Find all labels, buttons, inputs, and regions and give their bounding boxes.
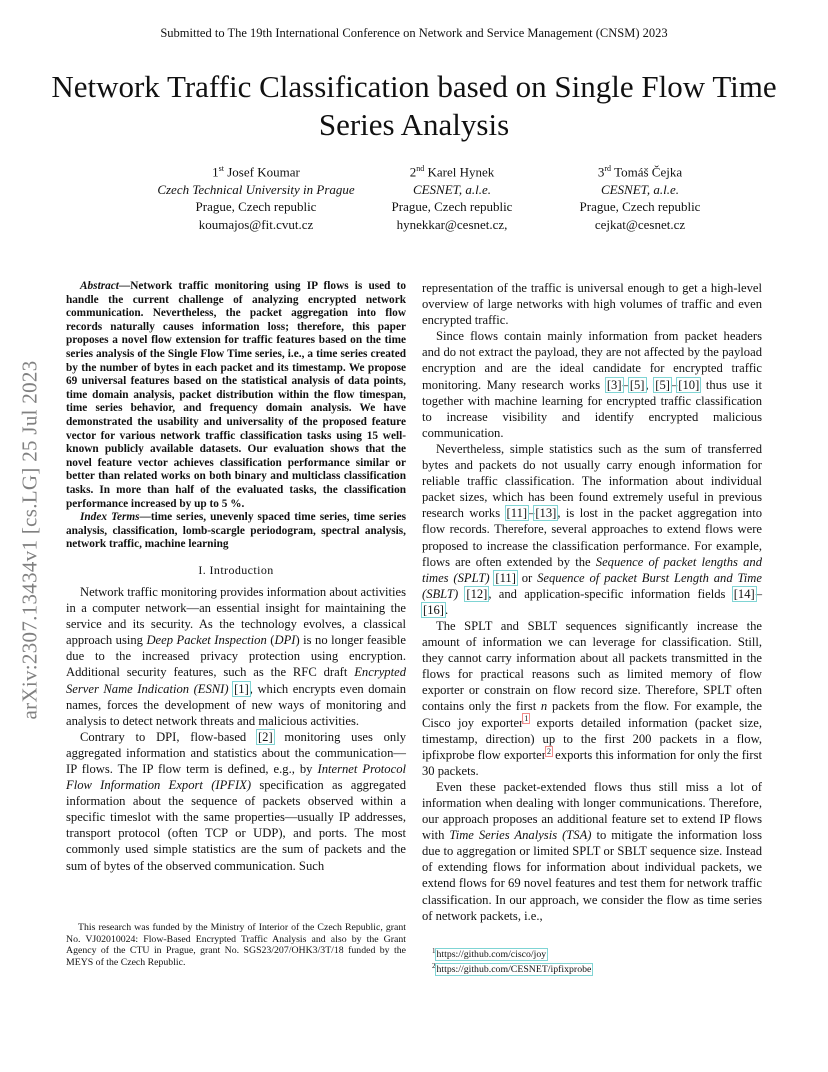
author-1: 1st Josef Koumar Czech Technical University in Prague Prague, Czech republic koumajos@fit.cvut.cz bbox=[136, 160, 376, 233]
funding-footnote: This research was funded by the Ministry of Interior of the Czech Republic, grant No. VJ02010024: Flow-Based Encrypted Traffic Analysis and also by the Grant Agency of the CTU in Prague, grant No. SGS23/207/OHK3/3T/18 funded by the MEYS of the Czech Republic. bbox=[66, 922, 406, 968]
author-location: Prague, Czech republic bbox=[579, 199, 701, 215]
author-location: Prague, Czech republic bbox=[195, 199, 317, 215]
footnote-url-link[interactable]: https://github.com/CESNET/ipfixprobe bbox=[436, 964, 592, 976]
index-terms: Index Terms—time series, unevenly spaced time series, time series analysis, classification, lomb-scargle periodogram, spectral analysis, network traffic, machine learning bbox=[66, 511, 406, 551]
right-paragraph-4: The SPLT and SBLT sequences significantly increase the amount of information we can leverage for classification. Still, they cannot carry information about all packets transmitted in the flows for practical reasons such as limited memory of flow exporter or constrain on flow record size. Therefore, SPLT often contains only the first n packets from the flow. For example, the Cisco joy exporter$^1$ exports detailed information (packet size, timestamp, direction) up to the first 200 packets in a flow, ipfixprobe flow exporter$^2$ exports this information for only the first 30 packets. bbox=[422, 618, 762, 778]
author-affiliation: CESNET, a.l.e. bbox=[412, 181, 492, 197]
citation-link[interactable]: [2] bbox=[257, 729, 273, 744]
citation-link[interactable]: [10] bbox=[678, 377, 700, 392]
citation-link[interactable]: [13] bbox=[535, 506, 557, 521]
right-column bbox=[422, 280, 762, 924]
author-affiliation: CESNET, a.l.e. bbox=[600, 181, 680, 197]
footnote-2: $^2$https://github.com/CESNET/ipfixprobe bbox=[432, 961, 592, 976]
author-2: 2nd Karel Hynek CESNET, a.l.e. Prague, Czech republic hynekkar@cesnet.cz, bbox=[332, 160, 572, 233]
footnote-url-link[interactable]: https://github.com/cisco/joy bbox=[436, 949, 547, 961]
citation-link[interactable]: [14] bbox=[733, 586, 755, 601]
footnote-mark[interactable]: 2 bbox=[546, 746, 551, 756]
author-email: hynekkar@cesnet.cz, bbox=[396, 216, 508, 232]
citation-link[interactable]: [1] bbox=[234, 681, 249, 696]
citation-link[interactable]: [11] bbox=[506, 506, 528, 521]
author-email: cejkat@cesnet.cz bbox=[594, 216, 686, 232]
left-column bbox=[66, 280, 406, 874]
author-affiliation: Czech Technical University in Prague bbox=[157, 181, 355, 197]
citation-link[interactable]: [16] bbox=[423, 602, 444, 617]
abstract: Abstract—Network traffic monitoring using IP flows is used to handle the current challenge of analyzing encrypted network communication. Nevertheless, the packet aggregation into flow records naturally causes information loss; therefore, this paper proposes a novel flow extension for traffic features based on the time series analysis of the Single Flow Time series, i.e., a time series created by the number of bytes in each packet and its timestamp. We propose 69 universal features based on the statistical analysis of data points, time domain analysis, packet distribution within the flow timespan, time series behavior, and frequency domain analysis. We have demonstrated the usability and universality of the proposed feature vector for various network traffic classification tasks using 15 well-known publicly available datasets. Our evaluation shows that the novel feature vector achieves classification performance similar or better than related works on both binary and multiclass classification tasks. In more than half of the evaluated tasks, the classification performance increased by up to 5 %. bbox=[66, 280, 406, 510]
author-location: Prague, Czech republic bbox=[391, 199, 513, 215]
right-paragraph-1: representation of the traffic is universal enough to get a high-level overview of large networks with high volumes of traffic and even encrypted traffic. bbox=[422, 281, 762, 328]
intro-paragraph-1: Network traffic monitoring provides information about activities in a computer network—an essential insight for maintaining the service and its security. As the technology evolves, a classical approach using Deep Packet Inspection (DPI) is no longer feasible due to the increased privacy protection using encryption. Additional security features, such as the RFC draft Encrypted Server Name Indication (ESNI) [1], which encrypts even domain names, forces the development of new ways of monitoring and analysis to detect network threats and malicious activities. bbox=[66, 584, 407, 728]
author-name: Tomáš Čejka bbox=[614, 164, 683, 180]
citation-link[interactable]: [5] bbox=[629, 377, 645, 392]
citation-link[interactable]: [12] bbox=[466, 586, 488, 601]
footnote-mark[interactable]: 1 bbox=[524, 714, 529, 724]
right-paragraph-5: Even these packet-extended flows thus still miss a lot of information when dealing with longer communications. Therefore, our approach proposes an additional feature set to extend IP flows with Time Series Analysis (TSA) to mitigate the information loss due to aggregation or limited SPLT or SBLT sequence size. Instead of extending flows for information about individual packets, we extend flows for 69 novel features and test them for network traffic classification. In our approach, we consider the flow as time series of network packets, i.e., bbox=[422, 779, 763, 923]
footnote-1: $^1$https://github.com/cisco/joy bbox=[432, 947, 547, 961]
author-name: Josef Koumar bbox=[227, 164, 300, 180]
citation-link[interactable]: [5] bbox=[655, 377, 670, 392]
citation-link[interactable]: [11] bbox=[495, 570, 516, 585]
right-paragraph-3: Nevertheless, simple statistics such as the sum of transferred bytes and packets do not usually carry enough information for reliable traffic classification. The information about individual packet sizes, which has been found extremely useful in previous research works [11]–[13], is lost in the packet aggregation into flow records. Therefore, several approaches to extend flows were proposed to increase the classification performance. For example, flows are often extended by the Sequence of packet lengths and times (SPLT) [11] or Sequence of packet Burst Length and Time (SBLT) [12], and application-specific information fields [14]–[16]. bbox=[422, 441, 762, 617]
arxiv-sidebar-stamp bbox=[10, 300, 50, 780]
author-3: 3rd Tomáš Čejka CESNET, a.l.e. Prague, Czech republic cejkat@cesnet.cz bbox=[520, 160, 760, 233]
paper-title: Network Traffic Classification based on Single Flow Time Series Analysis bbox=[51, 69, 777, 142]
conference-header: Submitted to The 19th International Conference on Network and Service Management (CNSM) 2023 bbox=[160, 26, 668, 40]
author-email: koumajos@fit.cvut.cz bbox=[198, 216, 314, 232]
right-paragraph-2: Since flows contain mainly information from packet headers and do not extract the payload, they are not affected by the payload encryption and are the ideal candidate for encrypted traffic monitoring. Many research works [3]–[5], [5]–[10] thus use it together with machine learning for encrypted traffic classification to increase visibility and identify encrypted malicious communication. bbox=[422, 329, 762, 440]
intro-paragraph-2: Contrary to DPI, flow-based [2] monitoring uses only aggregated information and statistics about the communication—IP flows. The IP flow term is defined, e.g., by Internet Protocol Flow Information Export (IPFIX) specification as aggregated information about the sequence of packets observed within a specific timeslot with the same properties—usually IP addresses, transport protocol (often TCP or UDP), and ports. The most commonly used simple statistics are the sum of packets and the sum of bytes of the observed communication. Such bbox=[66, 729, 406, 873]
url-footnotes bbox=[432, 946, 772, 976]
author-name: Karel Hynek bbox=[427, 164, 495, 180]
arxiv-id: arXiv:2307.13434v1 [cs.LG] 25 Jul 2023 bbox=[17, 360, 42, 720]
section-heading-introduction: I. Introduction bbox=[198, 562, 274, 577]
citation-link[interactable]: [3] bbox=[606, 377, 622, 392]
